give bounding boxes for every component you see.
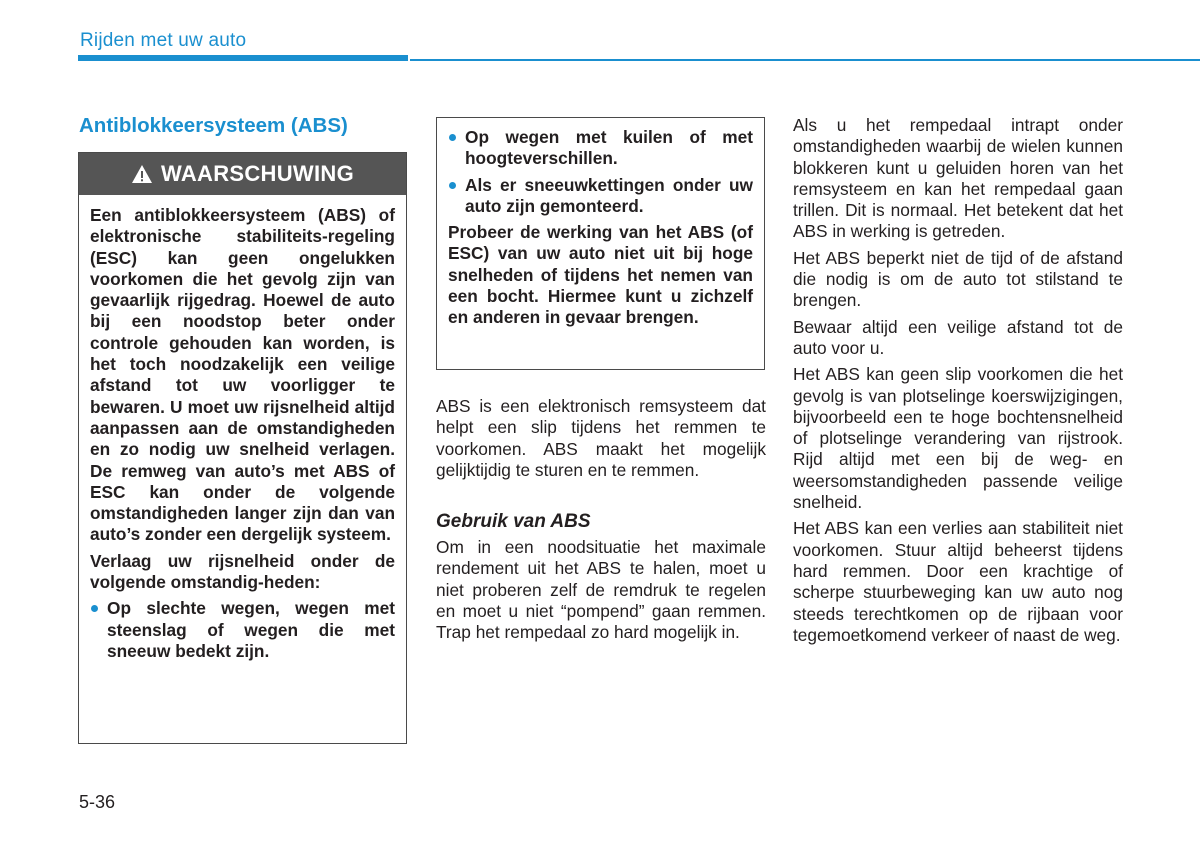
warning-paragraph: Probeer de werking van het ABS (of ESC) van uw auto niet uit bij hoge snelheden of tijdens het nemen van een bocht. Hiermee kunt u zichzelf en anderen in gevaar brengen. [448,222,753,328]
right-column [793,115,1123,651]
running-header: Rijden met uw auto [80,30,247,51]
warning-heading: WAARSCHUWING [160,161,355,186]
warning-paragraph: Een antiblokkeersysteem (ABS) of elektronische stabiliteits-regeling (ESC) kan geen ongelukken voorkomen die het gevolg zijn van gevaarlijk rijgedrag. Hoewel de auto bij een noodstop beter onder controle gehouden kan worden, is het toch noodzakelijk een veilige afstand tot uw voorligger te bewaren. U moet uw rijsnelheid altijd aanpassen aan de omstandigheden en zo nodig uw snelheid verlagen. De remweg van auto’s met ABS of ESC kan onder de volgende omstandigheden langer zijn dan van auto’s zonder een dergelijk systeem. [90,205,395,545]
subheading: Gebruik van ABS [436,511,591,533]
abs-usage-paragraph: Om in een noodsituatie het maximale rendement uit het ABS te halen, moet u niet proberen zelf de remdruk te regelen en moet u niet “pompend” gaan remmen. Trap het rempedaal zo hard mogelijk in. [436,537,766,643]
page-number: 5-36 [79,792,116,812]
warning-triangle-icon [131,164,153,184]
body-paragraph: Het ABS kan een verlies aan stabiliteit niet voorkomen. Stuur altijd beheerst tijdens hard remmen. Door een krachtige of scherpe stuurbeweging kan uw auto nog steeds terechtkomen op de rijbaan voor tegemoetkomend verkeer of naast de weg. [793,518,1123,645]
warning-box [78,152,407,744]
warning-bullet: Op wegen met kuilen of met hoogteverschillen. [448,127,753,170]
section-title: Antiblokkeersysteem (ABS) [79,114,348,137]
body-paragraph: Bewaar altijd een veilige afstand tot de auto voor u. [793,316,1123,358]
body-paragraph: Als u het rempedaal intrapt onder omstandigheden waarbij de wielen kunnen blokkeren kunt u geluiden horen van het remsysteem en kan het rempedaal gaan trillen. Dit is normaal. Het betekent dat het ABS in werking is getreden. [793,115,1123,242]
warning-bullet: Op slechte wegen, wegen met steenslag of wegen die met sneeuw bedekt zijn. [90,598,395,662]
warning-conditions-intro: Verlaag uw rijsnelheid onder de volgende omstandig-heden: [90,550,395,593]
warning-bullet: Als er sneeuwkettingen onder uw auto zijn gemonteerd. [448,175,753,218]
header-rule-thin [410,59,1200,61]
body-paragraph: Het ABS kan geen slip voorkomen die het gevolg is van plotselinge koerswijzigingen, bijvoorbeeld een te hoge bochtensnelheid of plotselinge verandering van rijstrook. Rijd altijd met een bij de weg- en weersomstandigheden passende veilige snelheid. [793,364,1123,513]
abs-intro-paragraph: ABS is een elektronisch remsysteem dat helpt een slip tijdens het remmen te voorkomen. ABS maakt het mogelijk gelijktijdig te sturen en te remmen. [436,396,766,480]
header-rule-thick [78,55,408,61]
body-paragraph: Het ABS beperkt niet de tijd of de afstand die nodig is om de auto tot stilstand te brengen. [793,247,1123,311]
warning-continued-box [436,117,765,370]
warning-header [79,153,406,195]
middle-column [436,396,766,649]
